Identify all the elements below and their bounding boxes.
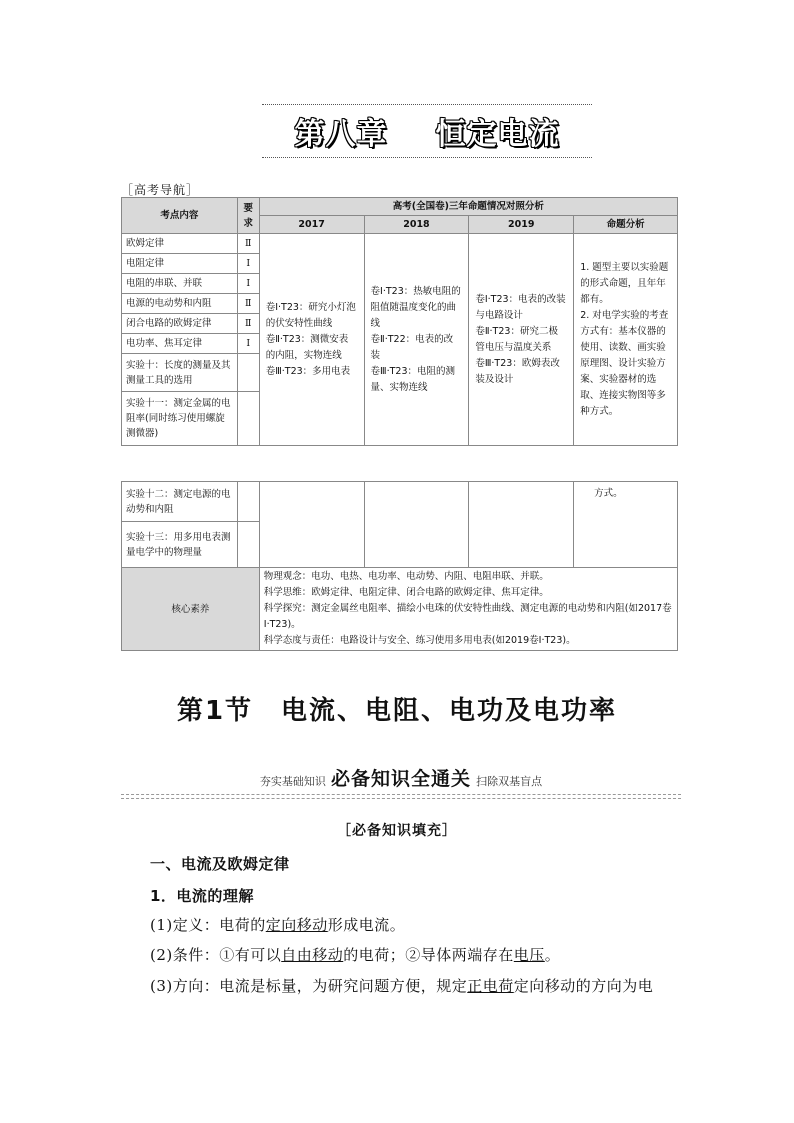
- year-entry: 卷Ⅱ·T22：电表的改装: [370, 333, 454, 361]
- chapter-name: 恒定电流: [435, 117, 560, 152]
- year-entry: 卷Ⅲ·T23：电阻的测量、实物连线: [370, 365, 455, 393]
- topic-cell: 实验十：长度的测量及其测量工具的选用: [122, 354, 238, 392]
- analysis-cell: [574, 234, 678, 446]
- answer-blank: 正电荷: [467, 977, 514, 995]
- condition-line: [150, 944, 560, 965]
- year-entry: 卷Ⅰ·T23：热敏电阻的阻值随温度变化的曲线: [370, 285, 461, 329]
- text-span: 的电荷；②导体两端存在: [343, 946, 514, 964]
- analysis-entry: 2. 对电学实验的考查方式有：基本仪器的使用、读数、画实验原理图、设计实验方案、实验器材的选取、连接实物图等多种方式。: [580, 309, 669, 417]
- head-group: 高考(全国卷)三年命题情况对照分析: [259, 198, 677, 216]
- chapter-number: 第八章: [294, 117, 388, 152]
- knowledge-banner: [121, 764, 681, 790]
- head-req: 要求: [237, 198, 259, 234]
- req-cell: [237, 522, 259, 568]
- exam-table-continued: [121, 481, 678, 651]
- req-cell: Ⅱ: [237, 314, 259, 334]
- head-topic: 考点内容: [122, 198, 238, 234]
- topic-cell: 实验十二：测定电源的电动势和内阻: [122, 482, 238, 522]
- year-entry: 卷Ⅱ·T23：测微安表的内阻，实物连线: [265, 333, 349, 361]
- head-year-2017: 2017: [259, 216, 364, 234]
- head-year-2018: 2018: [364, 216, 469, 234]
- topic-cell: 闭合电路的欧姆定律: [122, 314, 238, 334]
- topic-cell: 电源的电动势和内阻: [122, 294, 238, 314]
- core-line: 科学探究：测定金属丝电阻率、描绘小电珠的伏安特性曲线、测定电源的电动势和内阻(如2017卷Ⅰ·T23)。: [263, 603, 672, 630]
- year-2018-cell: [364, 234, 469, 446]
- req-cell: [237, 392, 259, 446]
- text-span: (1)定义：电荷的: [150, 916, 266, 934]
- analysis-cont-cell: [574, 482, 678, 568]
- banner-center: 必备知识全通关: [330, 768, 471, 790]
- req-cell: Ⅰ: [237, 334, 259, 354]
- head-analysis: 命题分析: [574, 216, 678, 234]
- heading-2: 1．电流的理解: [150, 887, 254, 905]
- req-cell: Ⅱ: [237, 234, 259, 254]
- text-span: (2)条件：①有可以: [150, 946, 282, 964]
- req-cell: [237, 482, 259, 522]
- answer-blank: 自由移动: [281, 946, 344, 964]
- section-title: 第1节 电流、电阻、电功及电功率: [176, 696, 618, 726]
- year-entry: 卷Ⅰ·T23：研究小灯泡的伏安特性曲线: [265, 301, 356, 329]
- text-span: 。: [544, 946, 561, 964]
- topic-cell: 欧姆定律: [122, 234, 238, 254]
- banner-right: 扫除双基盲点: [476, 775, 543, 788]
- analysis-cont: 方式。: [594, 488, 623, 499]
- core-cell: [259, 568, 677, 651]
- year-2019-cell: [469, 234, 574, 446]
- chapter-title: [262, 104, 592, 158]
- year-entry: 卷Ⅱ·T23：研究二极管电压与温度关系: [475, 325, 558, 353]
- banner-left: 夯实基础知识: [259, 775, 326, 788]
- heading-1: 一、电流及欧姆定律: [150, 855, 290, 873]
- answer-blank: 定向移动: [265, 916, 328, 934]
- req-cell: Ⅰ: [237, 274, 259, 294]
- fill-title: ［必备知识填充］: [337, 823, 457, 839]
- text-span: 定向移动的方向为电: [513, 977, 654, 995]
- req-cell: Ⅱ: [237, 294, 259, 314]
- text-span: (3)方向：电流是标量，为研究问题方便，规定: [150, 977, 468, 995]
- topic-cell: 电阻定律: [122, 254, 238, 274]
- year-entry: 卷Ⅲ·T23：多用电表: [265, 365, 351, 377]
- topic-cell: 电阻的串联、并联: [122, 274, 238, 294]
- text-span: 形成电流。: [327, 916, 406, 934]
- req-cell: [237, 354, 259, 392]
- head-year-2019: 2019: [469, 216, 574, 234]
- direction-line: [150, 975, 653, 996]
- core-line: 物理观念：电功、电热、电功率、电动势、内阻、电阻串联、并联。: [263, 571, 549, 582]
- topic-cell: 实验十一：测定金属的电阻率(同时练习使用螺旋测微器): [122, 392, 238, 446]
- core-label: 核心素养: [122, 568, 260, 651]
- year-entry: 卷Ⅰ·T23：电表的改装与电路设计: [475, 293, 566, 321]
- analysis-entry: 1. 题型主要以实验题的形式命题，且年年都有。: [580, 261, 669, 305]
- year-entry: 卷Ⅲ·T23：欧姆表改装及设计: [475, 357, 560, 385]
- banner-divider: [121, 794, 681, 799]
- guide-label: ［高考导航］: [121, 183, 200, 197]
- year-2017-cell: [259, 234, 364, 446]
- definition-line: [150, 914, 405, 935]
- core-line: 科学思维：欧姆定律、电阻定律、闭合电路的欧姆定律、焦耳定律。: [263, 587, 549, 598]
- topic-cell: 电功率、焦耳定律: [122, 334, 238, 354]
- topic-cell: 实验十三：用多用电表测量电学中的物理量: [122, 522, 238, 568]
- req-cell: Ⅰ: [237, 254, 259, 274]
- exam-table: [121, 197, 678, 446]
- answer-blank: 电压: [513, 946, 545, 964]
- core-line: 科学态度与责任：电路设计与安全、练习使用多用电表(如2019卷Ⅰ·T23)。: [263, 635, 576, 646]
